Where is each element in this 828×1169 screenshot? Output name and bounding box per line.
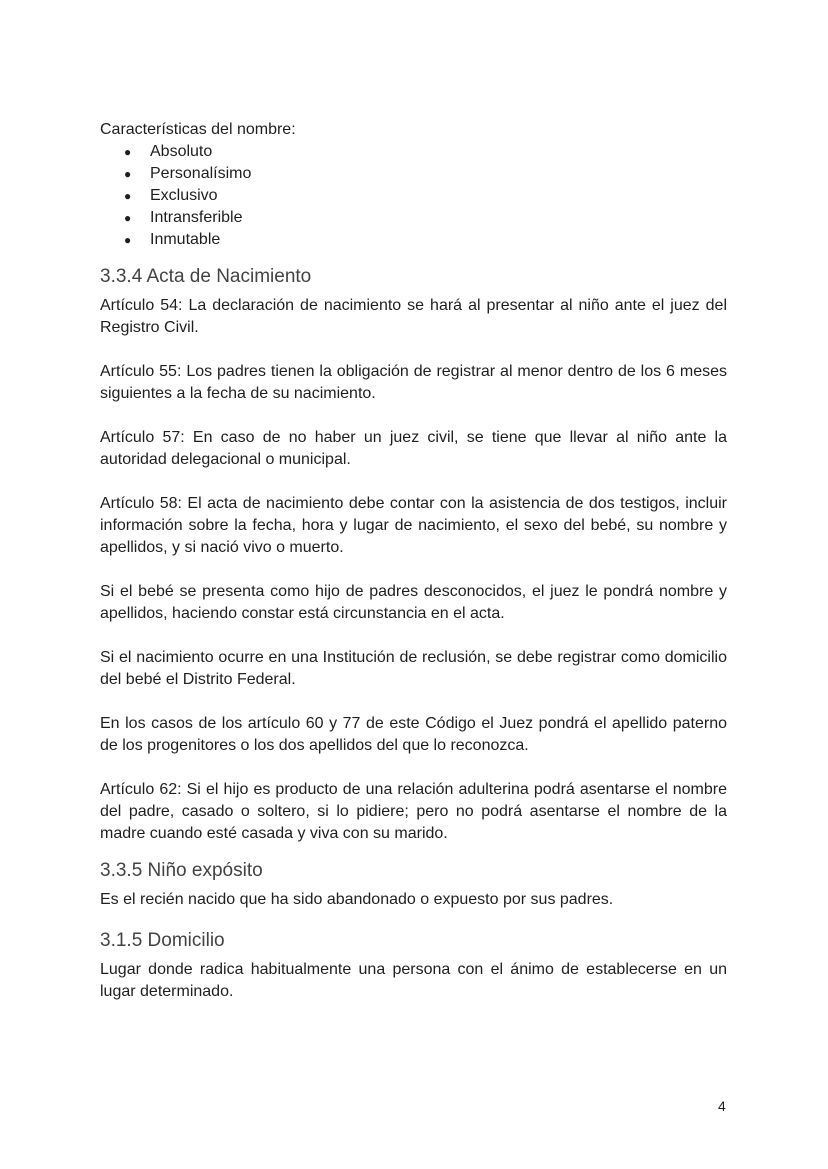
list-item: ● Intransferible [100,207,727,229]
bullet-icon: ● [124,233,132,247]
paragraph: Si el bebé se presenta como hijo de padres desconocidos, el juez le pondrá nombre y apellidos, haciendo constar está circunstancia en el acta. [100,583,727,622]
paragraph: Lugar donde radica habitualmente una persona con el ánimo de establecerse en un lugar determinado. [100,961,727,1000]
list-item: ● Exclusivo [100,185,727,207]
characteristics-intro: Características del nombre: [100,121,296,138]
section-heading-acta: 3.3.4 Acta de Nacimiento [100,266,312,287]
bullet-icon: ● [124,211,132,225]
document-page [100,119,727,1003]
paragraph: En los casos de los artículo 60 y 77 de este Código el Juez pondrá el apellido paterno de los progenitores o los dos apellidos del que lo reconozca. [100,715,727,754]
paragraph: Es el recién nacido que ha sido abandonado o expuesto por sus padres. [100,891,614,908]
list-item: ● Absoluto [100,141,727,163]
list-item: ● Inmutable [100,229,727,251]
section-heading-nino: 3.3.5 Niño expósito [100,860,263,881]
paragraph: Artículo 62: Si el hijo es producto de una relación adulterina podrá asentarse el nombre del padre, casado o soltero, si lo pidiere; pero no podrá asentarse el nombre de la madre cuando esté casada y viva con su marido. [100,781,727,842]
bullet-icon: ● [124,189,132,203]
list-item: ● Personalísimo [100,163,727,185]
section-heading-domicilio: 3.1.5 Domicilio [100,930,225,951]
paragraph: Si el nacimiento ocurre en una Institución de reclusión, se debe registrar como domicilio del bebé el Distrito Federal. [100,649,727,688]
characteristics-list [100,141,727,251]
paragraph: Artículo 54: La declaración de nacimiento se hará al presentar al niño ante el juez del Registro Civil. [100,297,727,336]
paragraph: Artículo 58: El acta de nacimiento debe contar con la asistencia de dos testigos, incluir información sobre la fecha, hora y lugar de nacimiento, el sexo del bebé, su nombre y apellidos, y si nació vivo o muerto. [100,495,727,556]
page-number: 4 [718,1098,726,1114]
bullet-icon: ● [124,145,132,159]
paragraph: Artículo 57: En caso de no haber un juez civil, se tiene que llevar al niño ante la autoridad delegacional o municipal. [100,429,727,468]
bullet-icon: ● [124,167,132,181]
paragraph: Artículo 55: Los padres tienen la obligación de registrar al menor dentro de los 6 meses siguientes a la fecha de su nacimiento. [100,363,727,402]
